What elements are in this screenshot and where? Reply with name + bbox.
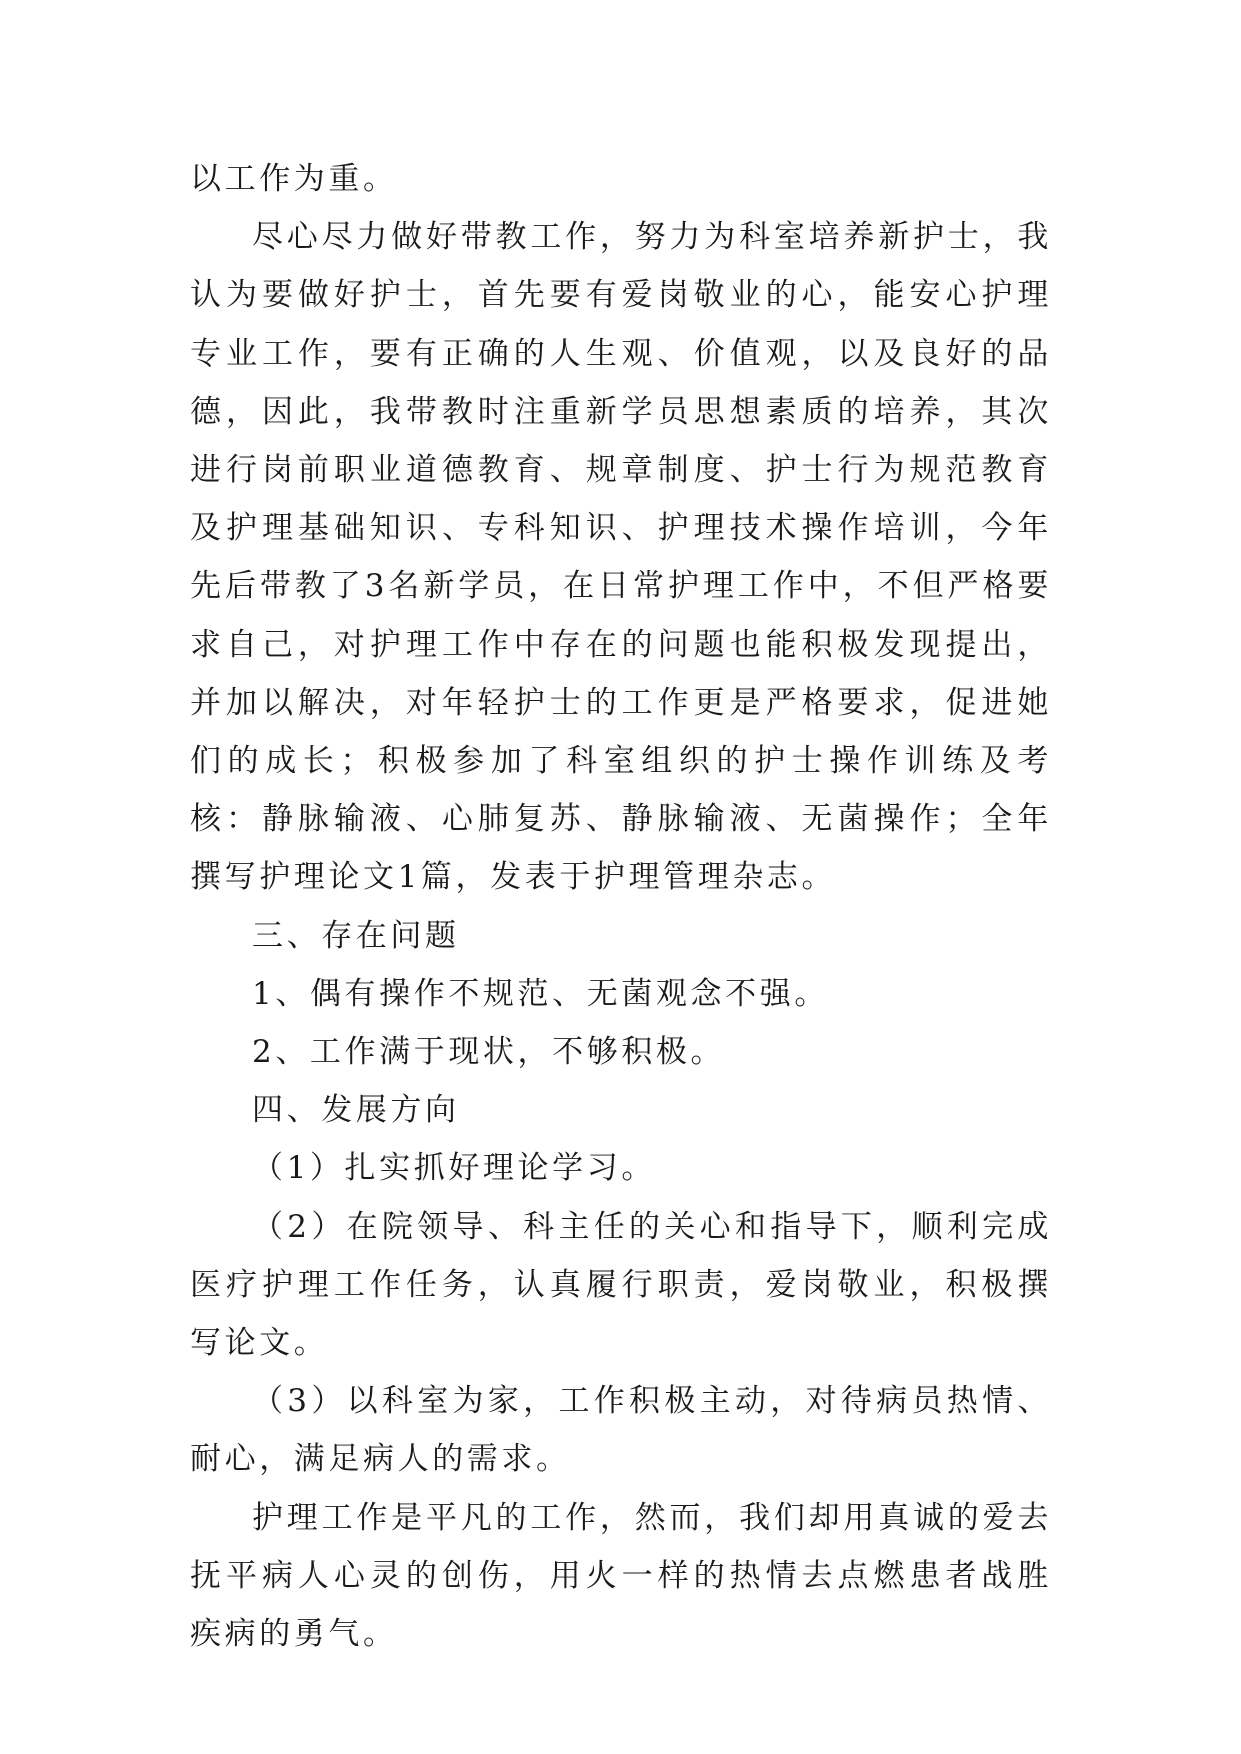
paragraph-continuation: 以工作为重。 [190, 161, 398, 197]
document-body [190, 150, 1052, 1663]
direction-item-2: （2）在院领导、科主任的关心和指导下，顺利完成医疗护理工作任务，认真履行职责，爱岗敬业，积极撰写论文。 [190, 1208, 1052, 1362]
section-heading-problems: 三、存在问题 [252, 917, 460, 954]
section-heading-direction: 四、发展方向 [252, 1092, 460, 1129]
direction-item-3: （3）以科室为家，工作积极主动，对待病员热情、耐心，满足病人的需求。 [190, 1383, 1052, 1478]
problem-item-1: 1、偶有操作不规范、无菌观念不强。 [252, 975, 829, 1012]
paragraph-teaching-work: 尽心尽力做好带教工作，努力为科室培养新护士，我认为要做好护士，首先要有爱岗敬业的心，能安心护理专业工作，要有正确的人生观、价值观，以及良好的品德，因此，我带教时注重新学员思想素质的培养，其次进行岗前职业道德教育、规章制度、护士行为规范教育及护理基础知识、专科知识、护理技术操作培训，今年先后带教了3名新学员，在日常护理工作中，不但严格要求自己，对护理工作中存在的问题也能积极发现提出，并加以解决，对年轻护士的工作更是严格要求，促进她们的成长；积极参加了科室组织的护士操作训练及考核：静脉输液、心肺复苏、静脉输液、无菌操作；全年撰写护理论文1篇，发表于护理管理杂志。 [190, 219, 1052, 896]
paragraph-closing: 护理工作是平凡的工作，然而，我们却用真诚的爱去抚平病人心灵的创伤，用火一样的热情去点燃患者战胜疾病的勇气。 [190, 1499, 1052, 1653]
problem-item-2: 2、工作满于现状，不够积极。 [252, 1034, 726, 1071]
direction-item-1: （1）扎实抓好理论学习。 [252, 1150, 656, 1187]
